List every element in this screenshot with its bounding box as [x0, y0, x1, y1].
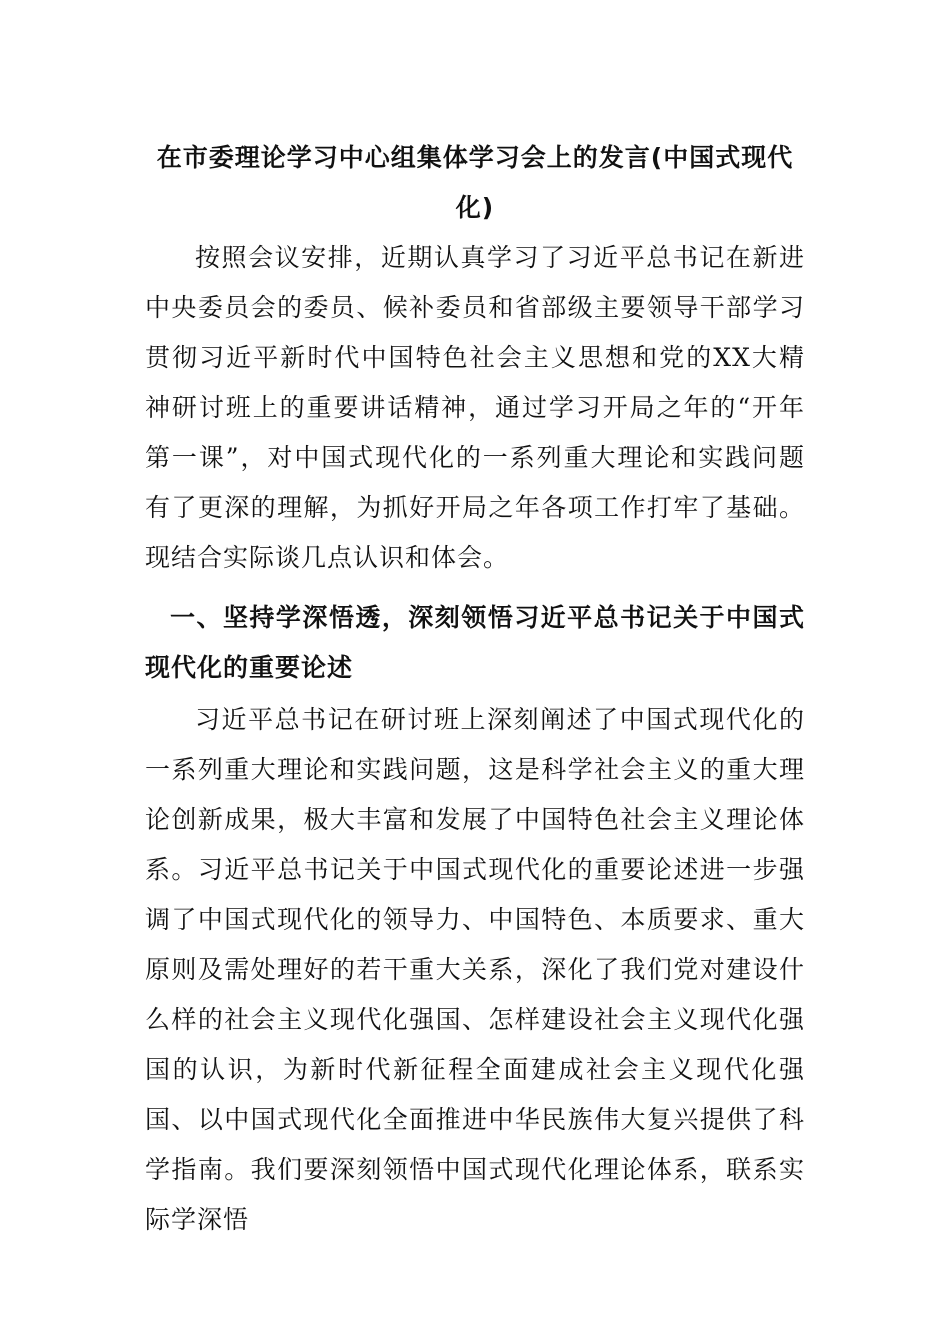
section-paragraph: 习近平总书记在研讨班上深刻阐述了中国式现代化的一系列重大理论和实践问题，这是科学社会主义的重大理论创新成果，极大丰富和发展了中国特色社会主义理论体系。习近平总书记关于中国式现代化的重要论述进一步强调了中国式现代化的领导力、中国特色、本质要求、重大原则及需处理好的若干重大关系，深化了我们党对建设什么样的社会主义现代化强国、怎样建设社会主义现代化强国的认识，为新时代新征程全面建成社会主义现代化强国、以中国式现代化全面推进中华民族伟大复兴提供了科学指南。我们要深刻领悟中国式现代化理论体系，联系实际学深悟 [145, 705, 805, 1234]
document-body [145, 133, 805, 1245]
intro-paragraph: 按照会议安排，近期认真学习了习近平总书记在新进中央委员会的委员、候补委员和省部级主要领导干部学习贯彻习近平新时代中国特色社会主义思想和党的XX大精神研讨班上的重要讲话精神，通过学习开局之年的“开年第一课”，对中国式现代化的一系列重大理论和实践问题有了更深的理解，为抓好开局之年各项工作打牢了基础。现结合实际谈几点认识和体会。 [145, 243, 805, 572]
section-heading: 一、坚持学深悟透，深刻领悟习近平总书记关于中国式现代化的重要论述 [145, 603, 805, 682]
document-title: 在市委理论学习中心组集体学习会上的发言(中国式现代化) [156, 143, 794, 222]
